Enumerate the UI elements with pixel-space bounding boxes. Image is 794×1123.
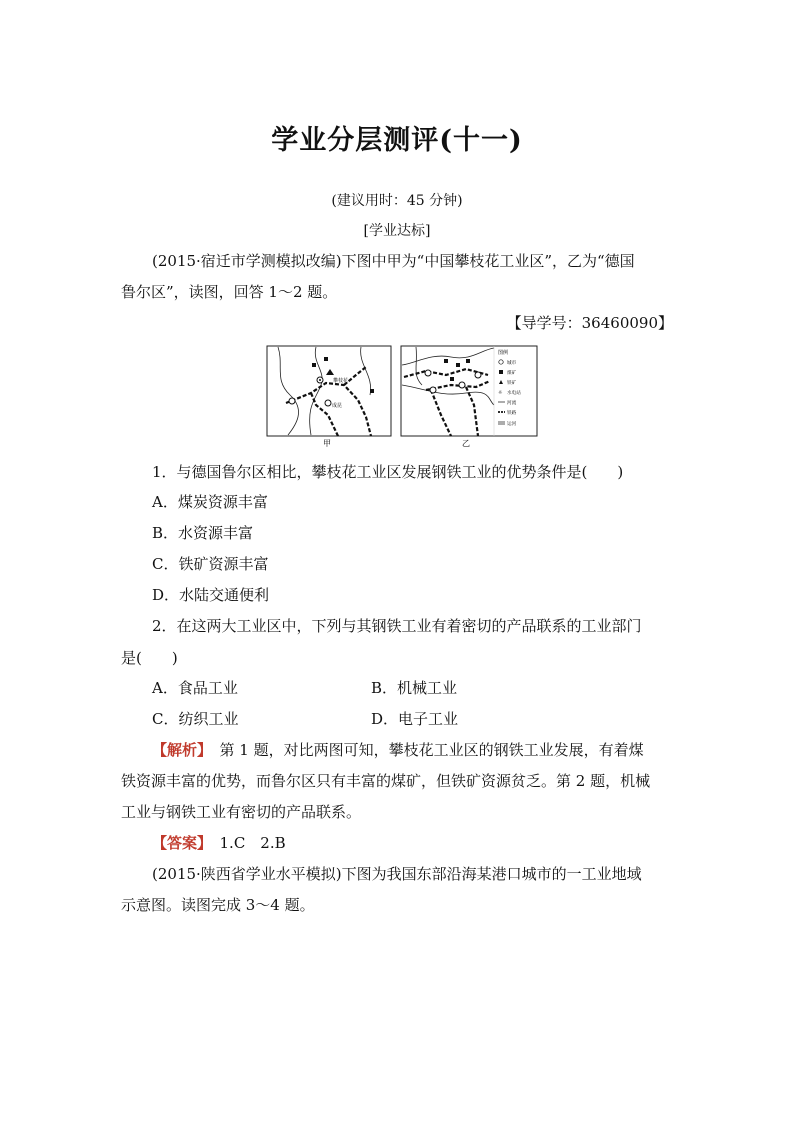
coal-mine-r2 bbox=[456, 363, 460, 367]
city-r2 bbox=[459, 382, 465, 388]
section-heading: [学业达标] bbox=[363, 223, 431, 239]
q2-stem-line-1: 2．在这两大工业区中，下列与其钢铁工业有着密切的产品联系的工业部门 bbox=[152, 617, 642, 635]
legend-coal: 煤矿 bbox=[507, 371, 517, 376]
analysis-line-2: 铁资源丰富的优势，而鲁尔区只有丰富的煤矿，但铁矿资源贫乏。第 2 题，机械 bbox=[121, 772, 651, 790]
q1-option-c: C．铁矿资源丰富 bbox=[152, 555, 269, 573]
guide-number: 【导学号：36460090】 bbox=[506, 314, 673, 332]
coal-mine-1 bbox=[312, 363, 316, 367]
q2-option-b: B．机械工业 bbox=[371, 679, 458, 697]
legend-river: 河流 bbox=[507, 401, 517, 406]
coal-mine-r4 bbox=[450, 377, 454, 381]
analysis-tag: 【解析】 bbox=[152, 741, 205, 759]
city-r4 bbox=[475, 372, 481, 378]
page-title: 学业分层测评(十一) bbox=[271, 125, 523, 156]
intro-line-1: (2015·宿迁市学测模拟改编)下图中甲为“中国攀枝花工业区”，乙为“德国 bbox=[152, 252, 635, 270]
q2-option-d: D．电子工业 bbox=[371, 710, 459, 728]
left-city-label: 攀枝花 bbox=[333, 378, 349, 384]
analysis-text-1: 第 1 题，对比两图可知，攀枝花工业区的钢铁工业发展，有着煤 bbox=[204, 741, 644, 759]
legend-city: 城市 bbox=[507, 361, 517, 366]
intro2-line-1: (2015·陕西省学业水平模拟)下图为我国东部沿海某港口城市的一工业地域 bbox=[152, 865, 642, 883]
map-figure bbox=[266, 345, 538, 449]
legend-iron: 铁矿 bbox=[507, 381, 517, 386]
analysis-line-3: 工业与钢铁工业有密切的产品联系。 bbox=[121, 803, 362, 821]
city-r3 bbox=[430, 387, 436, 393]
time-note: (建议用时：45 分钟) bbox=[331, 193, 463, 209]
q2-stem-line-2: 是( ) bbox=[121, 649, 178, 667]
coal-mine-r1 bbox=[444, 359, 448, 363]
answer-text: 1.C 2.B bbox=[204, 834, 286, 852]
q1-option-d: D．水陆交通便利 bbox=[152, 586, 270, 604]
analysis-line-1 bbox=[152, 740, 644, 760]
city-3 bbox=[289, 398, 295, 404]
map-svg bbox=[266, 345, 538, 449]
intro-line-2: 鲁尔区”，读图，回答 1～2 题。 bbox=[121, 283, 338, 301]
q1-option-b: B．水资源丰富 bbox=[152, 524, 254, 542]
legend-title: 图例 bbox=[498, 350, 509, 356]
map-label-yi: 乙 bbox=[462, 439, 470, 448]
svg-text:☼: ☼ bbox=[498, 390, 503, 396]
legend-canal: 运河 bbox=[507, 422, 517, 427]
map-label-jia: 甲 bbox=[323, 439, 331, 448]
q1-stem: 1．与德国鲁尔区相比，攀枝花工业区发展钢铁工业的优势条件是( ) bbox=[152, 463, 624, 481]
city-2 bbox=[325, 400, 331, 406]
answer-tag: 【答案】 bbox=[152, 834, 205, 852]
q2-option-c: C．纺织工业 bbox=[152, 710, 239, 728]
legend-hydro: 水电站 bbox=[507, 391, 521, 396]
q1-option-a: A．煤炭资源丰富 bbox=[152, 493, 268, 511]
coal-mine-r3 bbox=[466, 359, 470, 363]
coal-mine-2 bbox=[324, 357, 328, 361]
left-city-label-2: 成昆 bbox=[332, 403, 343, 409]
coal-mine-3 bbox=[370, 389, 374, 393]
q2-option-a: A．食品工业 bbox=[152, 679, 238, 697]
intro2-line-2: 示意图。读图完成 3～4 题。 bbox=[121, 896, 315, 914]
answer-line bbox=[152, 833, 286, 853]
legend-railway: 铁路 bbox=[507, 411, 517, 416]
city-r1 bbox=[425, 370, 431, 376]
